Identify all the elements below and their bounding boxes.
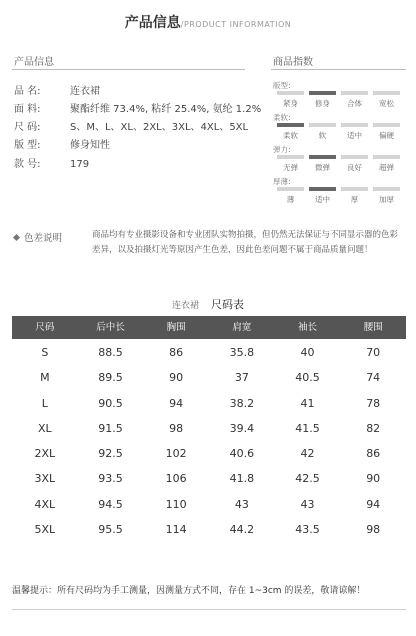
info-value: S、M、L、XL、2XL、3XL、4XL、5XL — [70, 122, 249, 133]
index-option-label: 超弹 — [379, 163, 394, 172]
index-options — [277, 162, 400, 173]
product-info-heading: 产品信息 — [14, 57, 54, 68]
table-cell: 94 — [169, 396, 184, 410]
table-cell: 40 — [300, 346, 315, 359]
size-table-heading: 尺码表 — [211, 298, 244, 311]
color-note-heading — [14, 230, 62, 244]
info-value: 聚酯纤维 73.4%, 粘纤 25.4%, 氨纶 1.2% — [70, 104, 262, 115]
table-cell: 3XL — [34, 472, 56, 486]
product-info-divider — [12, 69, 245, 70]
table-cell: 43 — [300, 497, 315, 511]
index-bar — [277, 91, 304, 95]
table-cell: 41 — [300, 396, 315, 410]
table-cell: 110 — [165, 497, 187, 511]
index-bar — [373, 123, 400, 127]
index-bar-selected — [309, 187, 336, 191]
index-bar — [373, 187, 400, 191]
table-cell: 86 — [169, 346, 184, 359]
table-cell: 106 — [165, 472, 187, 486]
table-cell: 89.5 — [98, 371, 123, 385]
size-table-header-cell: 袖长 — [298, 322, 318, 333]
table-cell: 41.8 — [229, 472, 255, 486]
size-table-header-cell: 腰围 — [363, 322, 383, 333]
page-title — [0, 12, 416, 32]
index-option-label: 微弹 — [315, 163, 330, 172]
table-cell: M — [40, 371, 50, 385]
index-bar — [341, 123, 368, 127]
table-row — [12, 492, 406, 517]
table-cell: 44.2 — [229, 523, 255, 537]
table-cell: 82 — [366, 421, 381, 435]
table-cell: 93.5 — [98, 472, 123, 486]
index-bar — [309, 123, 336, 127]
index-option-label: 柔软 — [283, 131, 298, 140]
table-cell: 98 — [169, 421, 184, 435]
index-option-label: 适中 — [315, 195, 330, 204]
info-value: 修身知性 — [70, 140, 110, 151]
table-cell: 88.5 — [98, 346, 123, 359]
index-bar — [277, 155, 304, 159]
table-cell: 43.5 — [295, 523, 320, 537]
table-cell: 94.5 — [98, 497, 123, 511]
index-bar — [341, 187, 368, 191]
table-cell: 42.5 — [295, 472, 320, 486]
size-table-header-cell: 尺码 — [35, 322, 55, 333]
table-row — [12, 416, 406, 441]
table-row — [12, 441, 406, 466]
table-cell: 40.6 — [229, 447, 255, 461]
info-value: 连衣裙 — [70, 86, 100, 97]
table-cell: 90.5 — [98, 396, 123, 410]
table-cell: 37 — [234, 371, 249, 385]
table-cell: 95.5 — [98, 523, 123, 537]
index-bar — [277, 187, 304, 191]
index-option-label: 厚 — [350, 195, 359, 204]
size-table-header-cell: 肩宽 — [232, 322, 252, 333]
index-bar-track — [277, 187, 400, 191]
index-option-label: 宽松 — [379, 99, 394, 108]
table-row — [12, 340, 406, 365]
size-table-subtitle: 连衣裙 — [171, 301, 199, 311]
index-bar — [341, 91, 368, 95]
info-row-fabric — [14, 100, 261, 115]
table-cell: 86 — [366, 447, 381, 461]
table-cell: 98 — [366, 523, 381, 537]
index-option-label: 软 — [318, 131, 327, 140]
index-bar-track — [277, 91, 400, 95]
size-table-body — [12, 340, 406, 542]
page-title-cn: 产品信息 — [124, 15, 181, 31]
table-cell: 2XL — [34, 447, 56, 461]
diamond-bullet-icon — [13, 234, 20, 241]
index-bar — [373, 155, 400, 159]
table-cell: L — [41, 396, 48, 410]
size-table-title — [0, 293, 416, 312]
table-cell: 114 — [165, 523, 187, 537]
table-cell: XL — [38, 421, 52, 435]
info-key: 尺 码: — [14, 122, 41, 133]
table-row — [12, 391, 406, 416]
index-bar-track — [277, 123, 400, 127]
info-value: 179 — [70, 159, 90, 170]
index-option-label: 紧身 — [283, 99, 298, 108]
product-index-heading: 商品指数 — [273, 57, 313, 68]
table-cell: 35.8 — [229, 346, 255, 359]
index-option-label: 薄 — [286, 195, 295, 204]
index-options — [277, 130, 400, 141]
product-index-divider — [271, 69, 406, 70]
color-note-label: 色差说明 — [24, 233, 63, 244]
index-option-label: 良好 — [347, 163, 362, 172]
page-title-en: /PRODUCT INFORMATION — [180, 20, 292, 29]
table-cell: 94 — [366, 497, 381, 511]
table-cell: 39.4 — [229, 421, 255, 435]
table-cell: 70 — [366, 346, 381, 359]
index-bar-selected — [309, 91, 336, 95]
index-option-label: 修身 — [315, 99, 330, 108]
size-table-header-cell: 后中长 — [96, 322, 125, 333]
table-cell: 43 — [234, 497, 249, 511]
size-table-footer-note: 温馨提示：所有尺码均为手工测量，因测量方式不同，存在 1~3cm 的误差，敬请谅解！ — [12, 586, 366, 596]
table-cell: 78 — [366, 396, 381, 410]
index-options — [277, 98, 400, 109]
table-cell: 38.2 — [229, 396, 255, 410]
table-cell: 5XL — [34, 523, 56, 537]
table-row — [12, 365, 406, 390]
index-bar-selected — [309, 155, 336, 159]
table-cell: 91.5 — [98, 421, 123, 435]
index-group-label: 版型: — [273, 81, 291, 90]
info-key: 版 型: — [14, 140, 41, 151]
table-row — [12, 466, 406, 491]
info-row-name — [14, 82, 100, 97]
index-option-label: 适中 — [347, 131, 362, 140]
index-bar-selected — [277, 123, 304, 127]
table-cell: 102 — [165, 447, 187, 461]
index-group-label: 柔软: — [273, 113, 291, 122]
info-row-style-no — [14, 155, 89, 170]
table-cell: 92.5 — [98, 447, 123, 461]
info-row-sizes — [14, 118, 248, 133]
info-key: 品 名: — [14, 86, 41, 97]
table-cell: 74 — [366, 371, 381, 385]
table-cell: 40.5 — [295, 371, 320, 385]
size-table-header — [12, 316, 406, 339]
table-cell: 4XL — [34, 497, 56, 511]
table-cell: 90 — [169, 371, 184, 385]
table-row — [12, 517, 406, 542]
info-row-fit — [14, 136, 110, 151]
index-bar — [341, 155, 368, 159]
index-group-label: 弹力: — [273, 145, 291, 154]
index-bar-track — [277, 155, 400, 159]
index-option-label: 偏硬 — [379, 131, 394, 140]
table-cell: S — [41, 346, 49, 359]
index-option-label: 合体 — [347, 99, 362, 108]
size-table-header-cell: 胸围 — [166, 322, 186, 333]
table-cell: 42 — [300, 447, 315, 461]
info-key: 款 号: — [14, 159, 41, 170]
color-note-text: 商品均有专业摄影设备和专业团队实物拍摄，但仍然无法保证与不同显示器的色彩差异，以及拍摄灯光等原因产生色差，因此色差问题不属于商品质量问题！ — [92, 230, 399, 255]
bottom-divider — [12, 609, 406, 610]
index-bar — [373, 91, 400, 95]
info-key: 面 料: — [14, 104, 41, 115]
index-group-label: 厚薄: — [273, 177, 291, 186]
table-cell: 90 — [366, 472, 381, 486]
table-cell: 41.5 — [295, 421, 320, 435]
index-option-label: 加厚 — [379, 195, 394, 204]
index-option-label: 无弹 — [283, 163, 298, 172]
index-options — [277, 194, 400, 205]
